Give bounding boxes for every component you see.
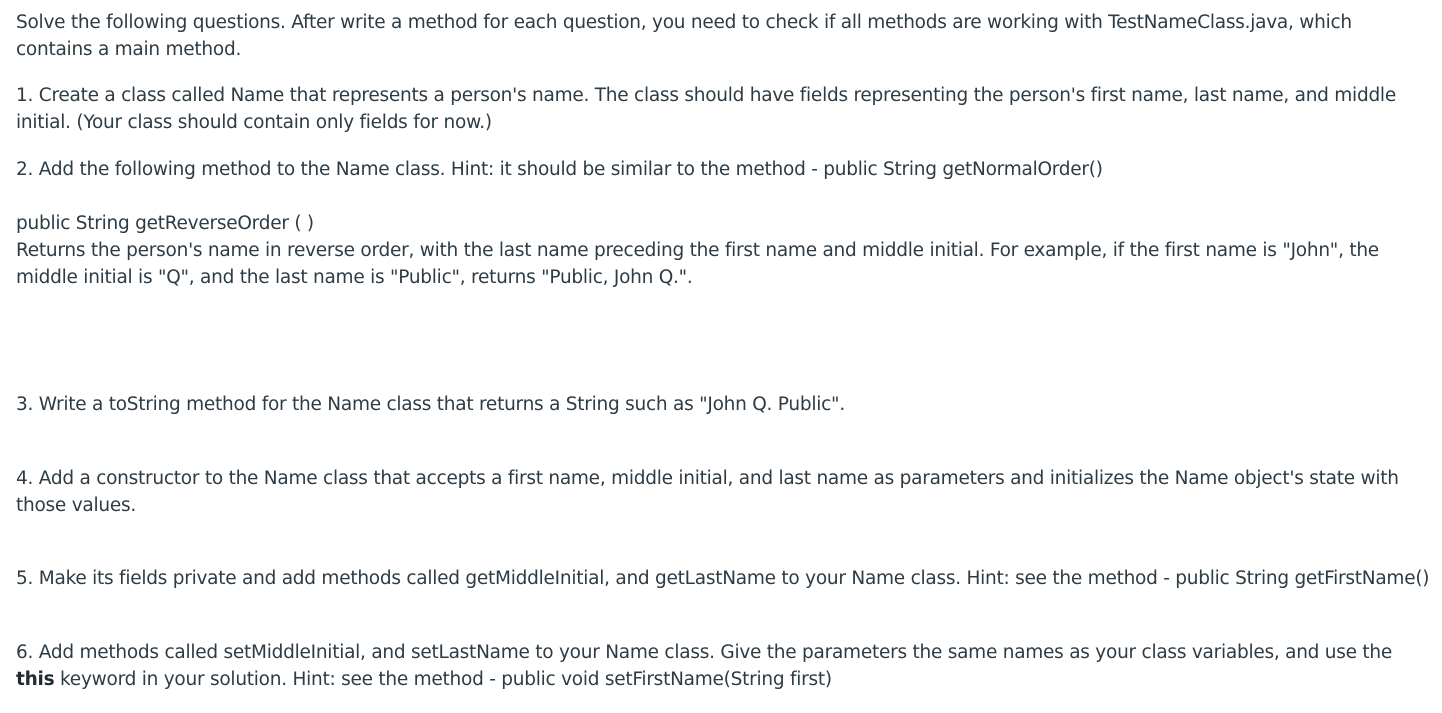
method-description-line-1: Returns the person's name in reverse order, with the last name preceding the first name and middle initial. For example, if the first name is "John", the xyxy=(16,240,1379,261)
intro-text-line-2: contains a main method. xyxy=(16,39,242,60)
question-6-line-1: 6. Add methods called setMiddleInitial, and setLastName to your Name class. Give the parameters the same names as your class variables, and use the xyxy=(16,642,1393,663)
question-6-line-2 xyxy=(16,666,832,693)
method-signature: public String getReverseOrder ( ) xyxy=(16,213,314,234)
question-4-line-2: those values. xyxy=(16,495,136,516)
method-description-line-2: middle initial is "Q", and the last name is "Public", returns "Public, John Q.". xyxy=(16,267,693,288)
question-5-line-1: 5. Make its fields private and add methods called getMiddleInitial, and getLastName to your Name class. Hint: see the method - public String getFirstName() xyxy=(16,568,1430,589)
question-1-line-1: 1. Create a class called Name that represents a person's name. The class should have fields representing the person's first name, last name, and middle xyxy=(16,85,1396,106)
this-keyword: this xyxy=(16,669,55,690)
question-2-line-1: 2. Add the following method to the Name class. Hint: it should be similar to the method - public String getNormalOrder() xyxy=(16,159,1103,180)
question-3-line-1: 3. Write a toString method for the Name class that returns a String such as "John Q. Public". xyxy=(16,394,845,415)
question-4-line-1: 4. Add a constructor to the Name class that accepts a first name, middle initial, and last name as parameters and initializes the Name object's state with xyxy=(16,468,1399,489)
question-1-line-2: initial. (Your class should contain only fields for now.) xyxy=(16,112,492,133)
intro-text-line-1: Solve the following questions. After write a method for each question, you need to check if all methods are working with TestNameClass.java, which xyxy=(16,12,1352,33)
question-6-line-2-text: keyword in your solution. Hint: see the method - public void setFirstName(String first) xyxy=(54,669,832,690)
